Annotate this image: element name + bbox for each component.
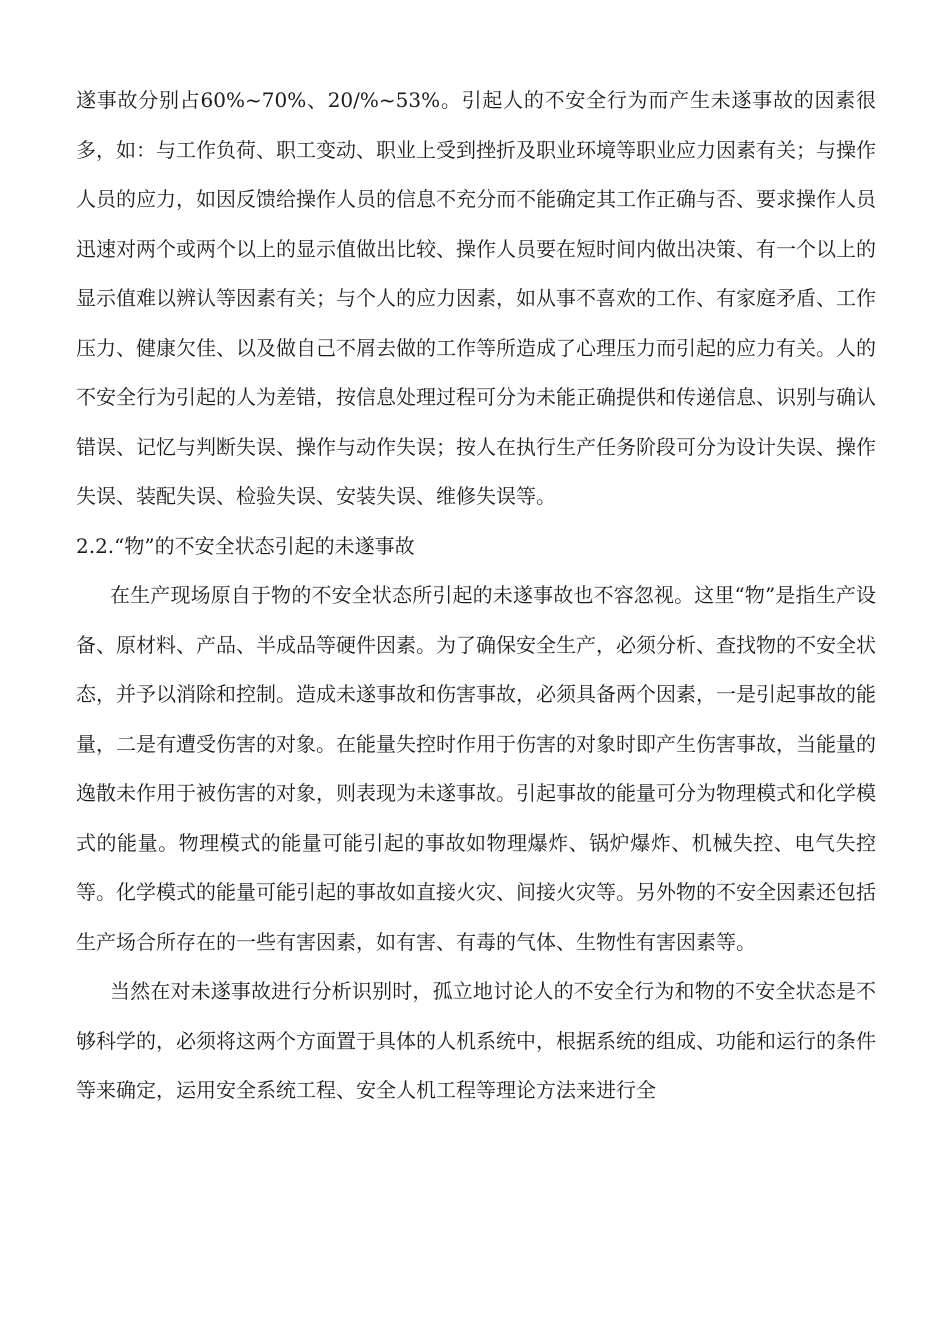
section-heading: 2.2.“物”的不安全状态引起的未遂事故 <box>76 533 415 558</box>
paragraph: 当然在对未遂事故进行分析识别时，孤立地讨论人的不安全行为和物的不安全状态是不够科学的，必须将这两个方面置于具体的人机系统中，根据系统的组成、功能和运行的条件等来确定，运用安全系统工程、安全人机工程等理论方法来进行全 <box>76 979 876 1102</box>
paragraph-continued: 遂事故分别占60%~70%、20/%~53%。引起人的不安全行为而产生未遂事故的因素很多，如：与工作负荷、职工变动、职业上受到挫折及职业环境等职业应力因素有关；与操作人员的应力，如因反馈给操作人员的信息不充分而不能确定其工作正确与否、要求操作人员迅速对两个或两个以上的显示值做出比较、操作人员要在短时间内做出决策、有一个以上的显示值难以辨认等因素有关；与个人的应力因素，如从事不喜欢的工作、有家庭矛盾、工作压力、健康欠佳、以及做自己不屑去做的工作等所造成了心理压力而引起的应力有关。人的不安全行为引起的人为差错，按信息处理过程可分为未能正确提供和传递信息、识别与确认错误、记忆与判断失误、操作与动作失误；按人在执行生产任务阶段可分为设计失误、操作失误、装配失误、检验失误、安装失误、维修失误等。 <box>76 88 876 508</box>
body-text <box>76 76 876 1116</box>
paragraph: 在生产现场原自于物的不安全状态所引起的未遂事故也不容忽视。这里“物”是指生产设备、原材料、产品、半成品等硬件因素。为了确保安全生产，必须分析、查找物的不安全状态，并予以消除和控制。造成未遂事故和伤害事故，必须具备两个因素，一是引起事故的能量，二是有遭受伤害的对象。在能量失控时作用于伤害的对象时即产生伤害事故，当能量的逸散未作用于被伤害的对象，则表现为未遂事故。引起事故的能量可分为物理模式和化学模式的能量。物理模式的能量可能引起的事故如物理爆炸、锅炉爆炸、机械失控、电气失控等。化学模式的能量可能引起的事故如直接火灾、间接火灾等。另外物的不安全因素还包括生产场合所存在的一些有害因素，如有害、有毒的气体、生物性有害因素等。 <box>76 583 876 954</box>
